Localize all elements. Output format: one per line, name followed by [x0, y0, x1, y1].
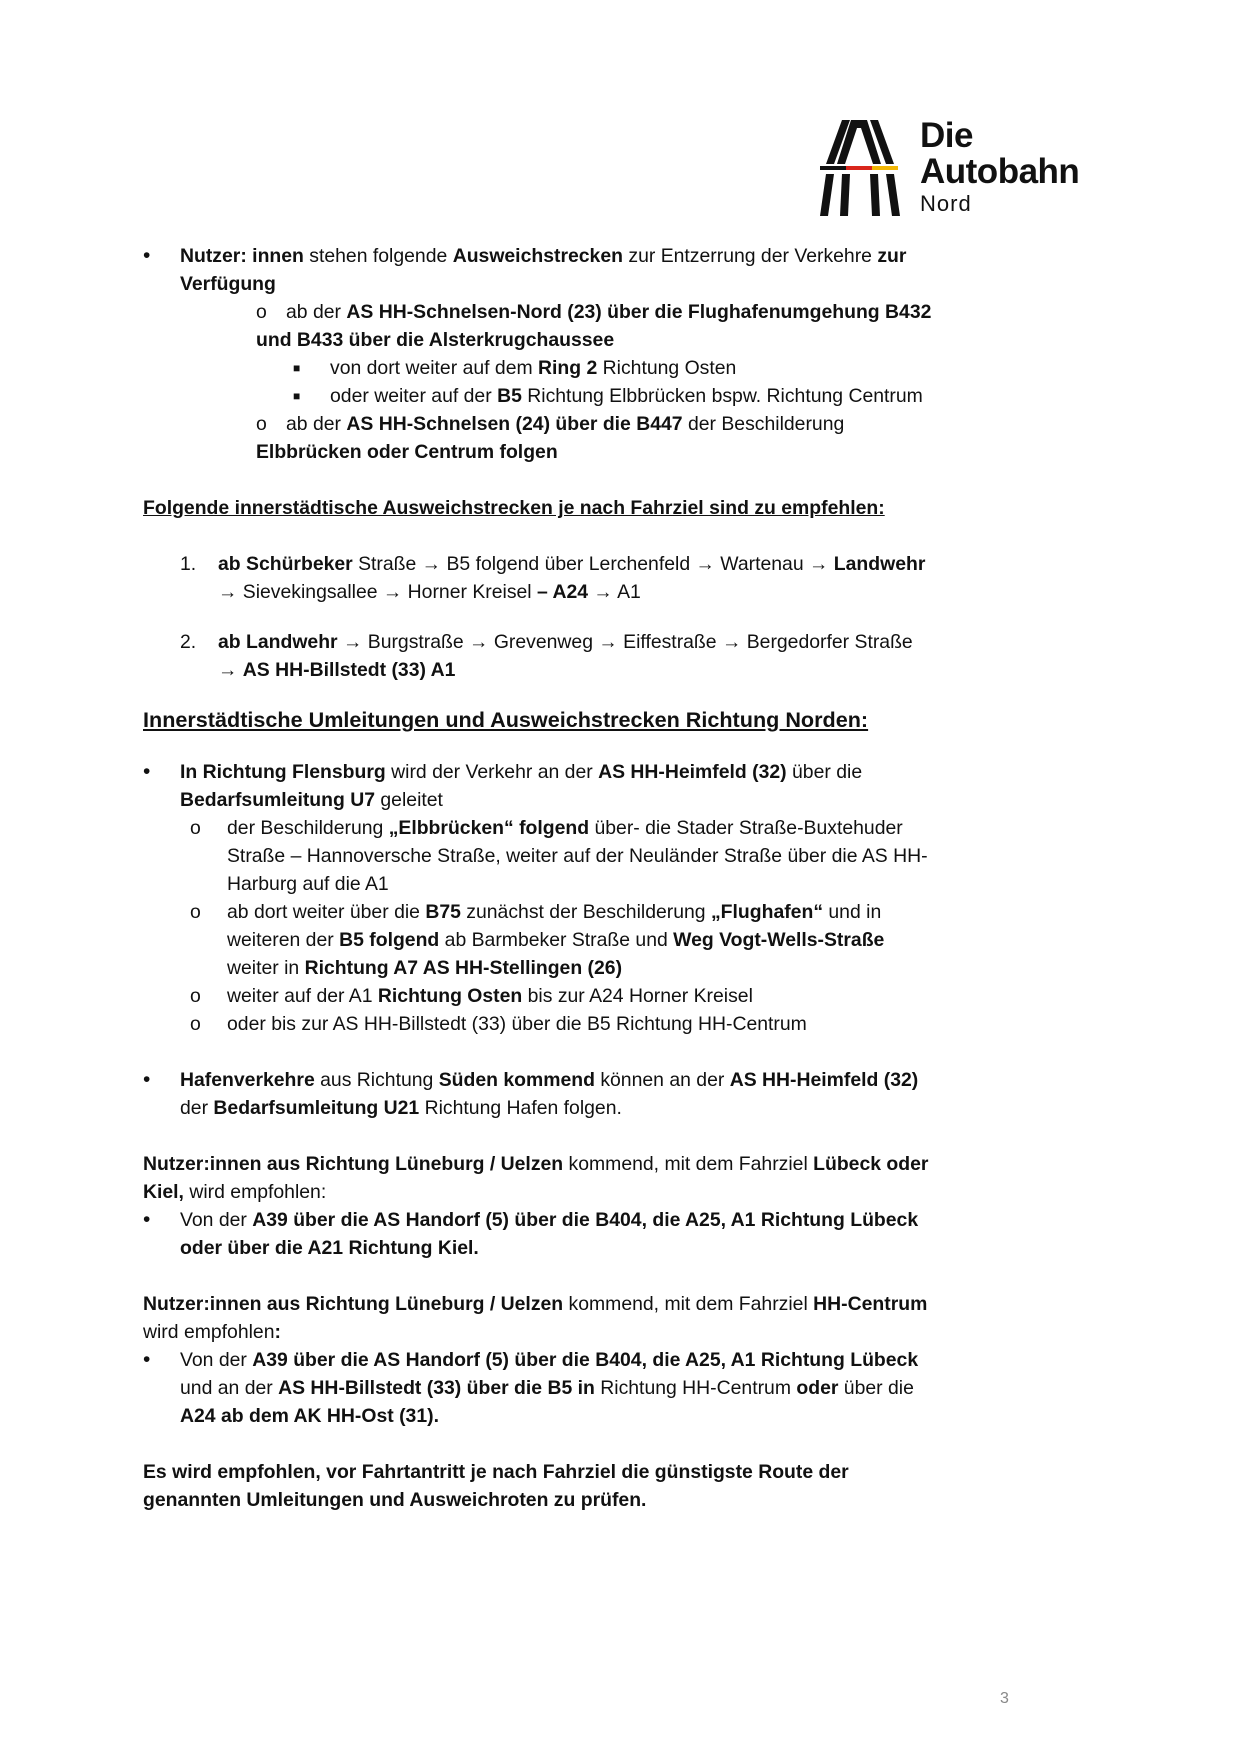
- circle-bullet-icon: o: [256, 413, 267, 435]
- sub-item-schnelsen: o ab der AS HH-Schnelsen (24) über die B447 der Beschilderung Elbbrücken oder Centrum folgen: [143, 410, 933, 466]
- bullet-route-hh-centrum: • Von der A39 über die AS Handorf (5) über die B404, die A25, A1 Richtung Lübeck und an der AS HH-Billstedt (33) über die B5 in Richtung HH-Centrum oder über die A24 ab dem AK HH-Ost (31).: [143, 1346, 933, 1430]
- list-number: 1.: [180, 553, 197, 575]
- sub-sub-item-b5: ■ oder weiter auf der B5 Richtung Elbbrücken bspw. Richtung Centrum: [143, 382, 933, 410]
- sub-item-billstedt: o oder bis zur AS HH-Billstedt (33) über die B5 Richtung HH-Centrum: [143, 1010, 933, 1038]
- paragraph-luebeck-kiel: Nutzer:innen aus Richtung Lüneburg / Uelzen kommend, mit dem Fahrziel Lübeck oder Kiel, wird empfohlen:: [143, 1153, 929, 1203]
- bullet-hafenverkehre: • Hafenverkehre aus Richtung Süden kommend können an der AS HH-Heimfeld (32) der Bedarfsumleitung U21 Richtung Hafen folgen.: [143, 1066, 933, 1122]
- autobahn-logo-icon: [820, 118, 912, 218]
- heading-innerstaedtische-ausweichstrecken: Folgende innerstädtische Ausweichstrecken je nach Fahrziel sind zu empfehlen:: [143, 497, 885, 519]
- paragraph-hh-centrum: Nutzer:innen aus Richtung Lüneburg / Uelzen kommend, mit dem Fahrziel HH-Centrum wird empfohlen:: [143, 1293, 928, 1343]
- circle-bullet-icon: o: [190, 901, 201, 923]
- square-bullet-icon: ■: [293, 389, 301, 403]
- bullet-route-luebeck-kiel: • Von der A39 über die AS Handorf (5) über die B404, die A25, A1 Richtung Lübeck oder über die A21 Richtung Kiel.: [143, 1206, 933, 1262]
- list-number: 2.: [180, 631, 197, 653]
- circle-bullet-icon: o: [190, 817, 201, 839]
- logo-line-die: Die: [920, 116, 973, 155]
- numbered-item-1: 1. ab Schürbeker Straße → B5 folgend über Lerchenfeld → Wartenau → Landwehr → Sievekingsallee → Horner Kreisel – A24 → A1: [143, 550, 933, 606]
- numbered-item-2: 2. ab Landwehr → Burgstraße → Grevenweg → Eiffestraße → Bergedorfer Straße → AS HH-Billstedt (33) A1: [143, 628, 933, 684]
- sub-item-elbbruecken: o der Beschilderung „Elbbrücken“ folgend über- die Stader Straße-Buxtehuder Straße – Hannoversche Straße, weiter auf der Neuländer Straße über die AS HH-Harburg auf die A1: [143, 814, 933, 898]
- heading-richtung-norden: Innerstädtische Umleitungen und Ausweichstrecken Richtung Norden:: [143, 707, 869, 732]
- circle-bullet-icon: o: [256, 301, 267, 323]
- bullet-ausweichstrecken: • Nutzer: innen stehen folgende Ausweichstrecken zur Entzerrung der Verkehre zur Verfügung: [143, 242, 933, 298]
- circle-bullet-icon: o: [190, 985, 201, 1007]
- sub-item-b75: o ab dort weiter über die B75 zunächst der Beschilderung „Flughafen“ und in weiteren der B5 folgend ab Barmbeker Straße und Weg Vogt-Wells-Straße weiter in Richtung A7 AS HH-Stellingen (26): [143, 898, 933, 982]
- document-body: [143, 242, 933, 1514]
- square-bullet-icon: ■: [293, 361, 301, 375]
- sub-sub-item-ring2: ■ von dort weiter auf dem Ring 2 Richtung Osten: [143, 354, 933, 382]
- die-autobahn-nord-logo: [820, 118, 1080, 218]
- logo-line-nord: Nord: [920, 191, 972, 216]
- bullet-richtung-flensburg: • In Richtung Flensburg wird der Verkehr an der AS HH-Heimfeld (32) über die Bedarfsumleitung U7 geleitet: [143, 758, 933, 814]
- sub-item-schnelsen-nord: o ab der AS HH-Schnelsen-Nord (23) über die Flughafenumgehung B432 und B433 über die Alsterkrugchaussee: [143, 298, 933, 354]
- closing-recommendation: Es wird empfohlen, vor Fahrtantritt je nach Fahrziel die günstigste Route der genannten Umleitungen und Ausweichroten zu prüfen.: [143, 1461, 849, 1511]
- logo-line-autobahn: Autobahn: [920, 152, 1080, 191]
- circle-bullet-icon: o: [190, 1013, 201, 1035]
- sub-item-a1-osten: o weiter auf der A1 Richtung Osten bis zur A24 Horner Kreisel: [143, 982, 933, 1010]
- page-number: 3: [1000, 1690, 1009, 1707]
